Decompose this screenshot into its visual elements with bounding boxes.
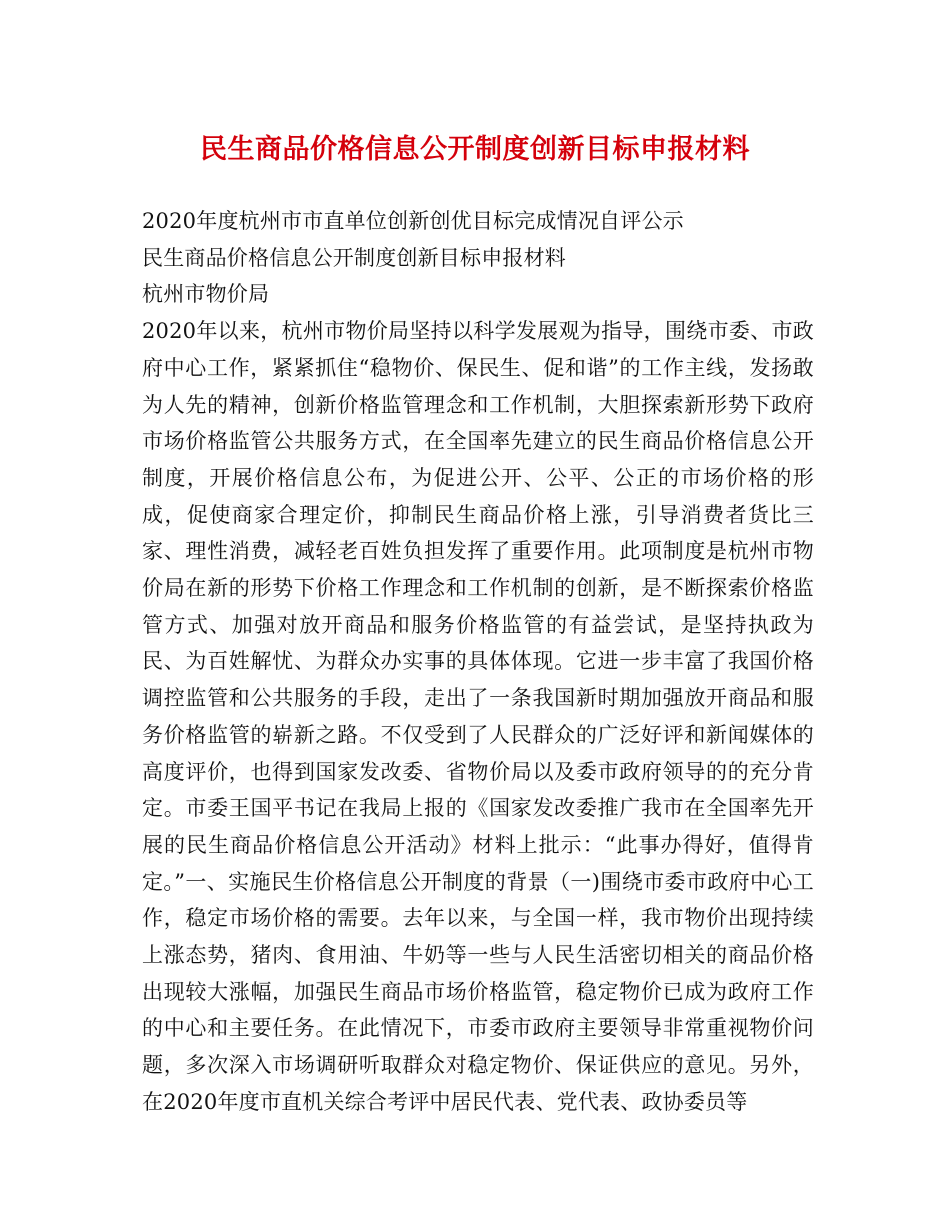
document-title: 民生商品价格信息公开制度创新目标申报材料 — [200, 134, 750, 165]
subtitle-line: 2020年度杭州市市直单位创新创优目标完成情况自评公示 — [142, 209, 684, 233]
body-paragraph: 2020年以来，杭州市物价局坚持以科学发展观为指导，围绕市委、市政府中心工作，紧紧抓住“稳物价、保民生、促和谐”的工作主线，发扬敢为人先的精神，创新价格监管理念和工作机制，大胆探索新形势下政府市场价格监管公共服务方式，在全国率先建立的民生商品价格信息公开制度，开展价格信息公布，为促进公开、公平、公正的市场价格的形成，促使商家合理定价，抑制民生商品价格上涨，引导消费者货比三家、理性消费，减轻老百姓负担发挥了重要作用。此项制度是杭州市物价局在新的形势下价格工作理念和工作机制的创新，是不断探索价格监管方式、加强对放开商品和服务价格监管的有益尝试，是坚持执政为民、为百姓解忧、为群众办实事的具体体现。它进一步丰富了我国价格调控监管和公共服务的手段，走出了一条我国新时期加强放开商品和服务价格监管的崭新之路。不仅受到了人民群众的广泛好评和新闻媒体的高度评价，也得到国家发改委、省物价局以及委市政府领导的的充分肯定。市委王国平书记在我局上报的《国家发改委推广我市在全国率先开展的民生商品价格信息公开活动》材料上批示：“此事办得好，值得肯定。”一、实施民生价格信息公开制度的背景（一)围绕市委市政府中心工作，稳定市场价格的需要。去年以来，与全国一样，我市物价出现持续上涨态势，猪肉、食用油、牛奶等一些与人民生活密切相关的商品价格出现较大涨幅，加强民生商品市场价格监管，稳定物价已成为政府工作的中心和主要任务。在此情况下，市委市政府主要领导非常重视物价问题，多次深入市场调研听取群众对稳定物价、保证供应的意见。另外，在2020年度市直机关综合考评中居民代表、党代表、政协委员等 — [142, 319, 814, 1114]
material-title-line: 民生商品价格信息公开制度创新目标申报材料 — [142, 245, 566, 270]
document-body — [142, 203, 814, 1121]
organization-line: 杭州市物价局 — [142, 282, 270, 307]
